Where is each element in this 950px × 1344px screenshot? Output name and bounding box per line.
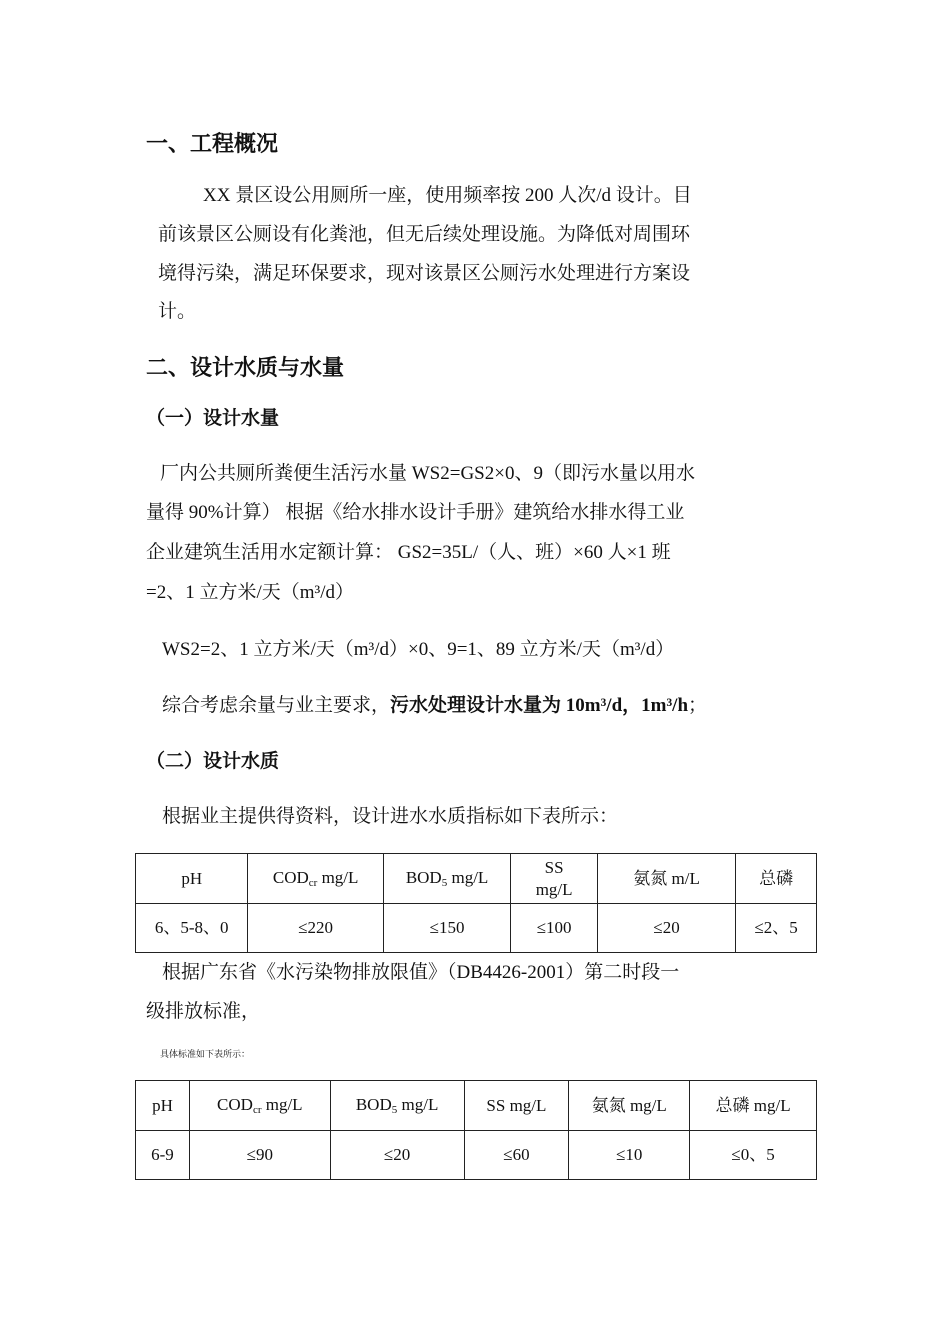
header-subscript: 5 [391, 1103, 398, 1116]
summary-prefix: 综合考虑余量与业主要求， [162, 695, 391, 716]
header-unit: mg/L [317, 867, 359, 887]
table-header-cell: SS mg/L [464, 1081, 569, 1131]
table-cell: ≤150 [383, 904, 510, 953]
table-header-cell: pH [136, 1081, 190, 1131]
table-header-cell: 氨氮 mg/L [569, 1081, 690, 1131]
table-header-cell [248, 854, 383, 904]
table-header-cell [511, 854, 598, 904]
header-text: BOD [355, 1094, 392, 1114]
design-flow-summary [162, 690, 707, 717]
table-header-cell [383, 854, 510, 904]
header-unit: mg/L [261, 1094, 303, 1114]
table-header-cell [189, 1081, 330, 1131]
paragraph-line: 企业建筑生活用水定额计算： GS2=35L/（人、班）×60 人×1 班 [146, 542, 671, 563]
section-1-heading: 一、工程概况 [146, 132, 279, 157]
table-cell: ≤220 [248, 904, 383, 953]
section-2-heading: 二、设计水质与水量 [146, 356, 345, 381]
header-unit: mg/L [447, 867, 489, 887]
header-subscript: cr [308, 876, 318, 889]
paragraph-line: =2、1 立方米/天（m³/d） [146, 582, 354, 603]
header-text: COD [217, 1094, 253, 1114]
table-cell: ≤10 [569, 1131, 690, 1180]
paragraph-line: XX 景区设公用厕所一座，使用频率按 200 人次/d 设计。目 [203, 185, 692, 206]
table-row [136, 1131, 817, 1180]
table-cell: 6-9 [136, 1131, 190, 1180]
paragraph-line: 量得 90%计算） 根据《给水排水设计手册》建筑给水排水得工业 [146, 502, 685, 523]
header-subscript: cr [252, 1103, 262, 1116]
table-cell: ≤60 [464, 1131, 569, 1180]
header-text: COD [272, 867, 309, 887]
table-header-row [136, 854, 817, 904]
table-intro: 根据业主提供得资料，设计进水水质指标如下表所示： [162, 806, 619, 827]
header-subscript: 5 [441, 876, 448, 889]
table-cell: ≤20 [597, 904, 735, 953]
paragraph-line: 级排放标准， [146, 1001, 261, 1022]
discharge-standard-table [135, 1080, 817, 1180]
table-header-row [136, 1081, 817, 1131]
header-text: BOD [405, 867, 442, 887]
table-cell: ≤0、5 [690, 1131, 817, 1180]
table-header-cell: pH [136, 854, 248, 904]
summary-suffix: ； [688, 695, 708, 716]
table-cell: ≤90 [189, 1131, 330, 1180]
inflow-quality-table [135, 853, 817, 953]
paragraph-line: 计。 [158, 301, 197, 322]
table-cell: ≤20 [330, 1131, 464, 1180]
header-unit: mg/L [535, 879, 573, 899]
table-header-cell: 氨氮 m/L [597, 854, 735, 904]
subsection-1-heading: （一）设计水量 [146, 407, 280, 429]
header-unit: mg/L [397, 1094, 439, 1114]
small-note: 具体标准如下表所示： [160, 1049, 251, 1059]
table-row [136, 904, 817, 953]
table-header-cell: 总磷 [736, 854, 817, 904]
paragraph-line: 根据广东省《水污染物排放限值》（DB4426-2001）第二时段一 [162, 962, 680, 983]
table-header-cell [330, 1081, 464, 1131]
table-cell: ≤100 [511, 904, 598, 953]
summary-bold: 污水处理设计水量为 10m³/d，1m³/h [390, 695, 689, 716]
table-header-cell: 总磷 mg/L [690, 1081, 817, 1131]
header-text: SS [544, 858, 564, 878]
paragraph-line: 前该景区公厕设有化粪池，但无后续处理设施。为降低对周围环 [158, 224, 691, 245]
table-cell: ≤2、5 [736, 904, 817, 953]
paragraph-line: 厂内公共厕所粪便生活污水量 WS2=GS2×0、9（即污水量以用水 [160, 463, 695, 484]
subsection-2-heading: （二）设计水质 [146, 750, 280, 772]
table-cell: 6、5-8、0 [136, 904, 248, 953]
ws-calculation-line: WS2=2、1 立方米/天（m³/d）×0、9=1、89 立方米/天（m³/d） [162, 639, 675, 660]
paragraph-line: 境得污染，满足环保要求，现对该景区公厕污水处理进行方案设 [158, 263, 691, 284]
